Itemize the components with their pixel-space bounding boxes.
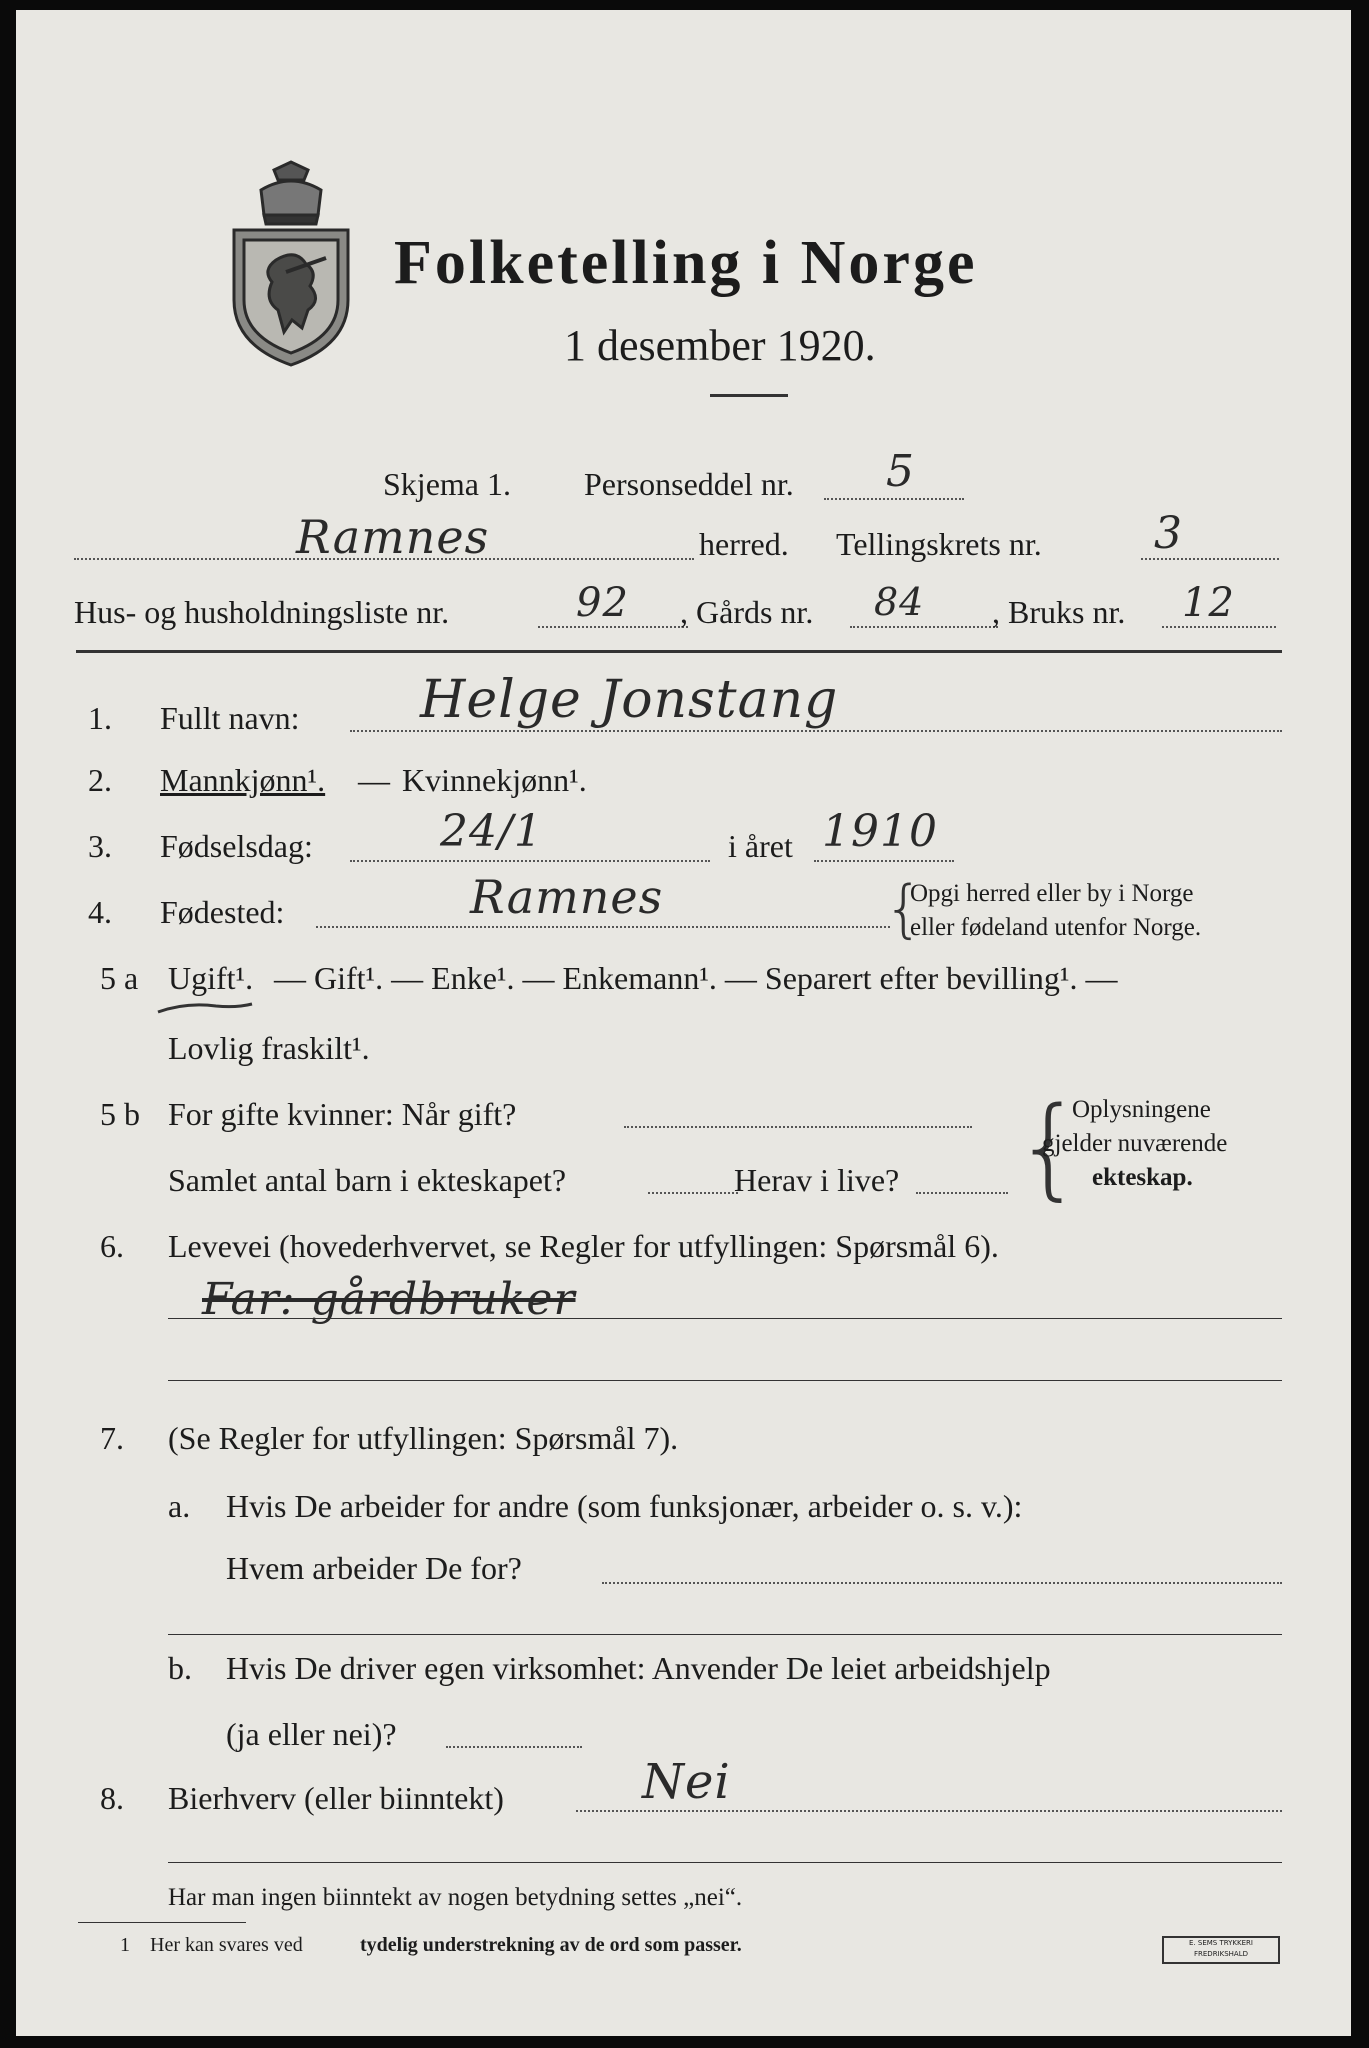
q4-brace: { bbox=[884, 872, 924, 945]
q6-number: 6. bbox=[100, 1228, 124, 1264]
q8-label: Bierhverv (eller biinntekt) bbox=[168, 1780, 504, 1816]
q5a-ugift[interactable]: Ugift¹. bbox=[168, 960, 254, 996]
gards-value[interactable]: 84 bbox=[874, 580, 925, 624]
q7a-dots bbox=[602, 1582, 1282, 1584]
q8-number: 8. bbox=[100, 1780, 124, 1816]
q5a-options[interactable]: — Gift¹. — Enke¹. — Enkemann¹. — Separert efter bevilling¹. — bbox=[274, 960, 1118, 996]
printer-stamp: E. SEMS TRYKKERI FREDRIKSHALD bbox=[1162, 1936, 1280, 1964]
header-divider bbox=[76, 650, 1282, 653]
form-date: 1 desember 1920. bbox=[564, 321, 876, 370]
q6-label: Levevei (hovederhvervet, se Regler for utfyllingen: Spørsmål 6). bbox=[168, 1228, 999, 1264]
q5b-children-dots bbox=[648, 1192, 738, 1194]
q7b-text: Hvis De driver egen virksomhet: Anvender De leiet arbeidshjelp bbox=[226, 1650, 1051, 1686]
ugift-underline-icon bbox=[156, 1000, 256, 1016]
q5b-number: 5 b bbox=[100, 1096, 140, 1132]
q1-label: Fullt navn: bbox=[160, 700, 300, 736]
q2-separator: — bbox=[358, 762, 390, 798]
q5b-brace: { bbox=[1014, 1083, 1084, 1211]
q3-label: Fødselsdag: bbox=[160, 828, 313, 864]
footnote-rule bbox=[78, 1922, 246, 1923]
q1-value[interactable]: Helge Jonstang bbox=[420, 670, 839, 730]
footer-note: Har man ingen biinntekt av nogen betydning settes „nei“. bbox=[168, 1884, 743, 1911]
q5b-note-1: Oplysningene bbox=[1072, 1096, 1211, 1123]
q7a-line bbox=[168, 1634, 1282, 1635]
q7b-letter: b. bbox=[168, 1650, 192, 1686]
footnote-text: Her kan svares ved bbox=[150, 1934, 303, 1956]
q3-year-label: i året bbox=[728, 828, 793, 864]
q7a-letter: a. bbox=[168, 1488, 191, 1524]
q4-number: 4. bbox=[88, 894, 112, 930]
q7a-text: Hvis De arbeider for andre (som funksjonær, arbeider o. s. v.): bbox=[226, 1488, 1023, 1524]
tellingskrets-value[interactable]: 3 bbox=[1154, 508, 1183, 559]
q5a-number: 5 a bbox=[100, 960, 139, 996]
title-divider bbox=[710, 394, 788, 397]
q5b-note-3: ekteskap. bbox=[1092, 1164, 1193, 1191]
q2-female[interactable]: Kvinnekjønn¹. bbox=[402, 762, 587, 798]
q8-dots bbox=[576, 1810, 1282, 1812]
footnote-mark: 1 bbox=[120, 1934, 130, 1956]
q4-value[interactable]: Ramnes bbox=[470, 870, 664, 924]
hus-dots bbox=[538, 626, 688, 628]
hus-label: Hus- og husholdningsliste nr. bbox=[74, 594, 450, 630]
q4-note-1: Opgi herred eller by i Norge bbox=[910, 880, 1194, 907]
q2-number: 2. bbox=[88, 762, 112, 798]
footnote-bold: tydelig understrekning av de ord som passer. bbox=[360, 1934, 742, 1956]
q6-value[interactable]: Far: gårdbruker bbox=[202, 1274, 576, 1325]
q6-line-1 bbox=[168, 1318, 1282, 1319]
personseddel-value[interactable]: 5 bbox=[886, 446, 915, 497]
census-form bbox=[16, 10, 1351, 2036]
q3-dots bbox=[350, 860, 710, 862]
q6-line-2 bbox=[168, 1380, 1282, 1381]
q3-number: 3. bbox=[88, 828, 112, 864]
personseddel-dots bbox=[824, 498, 964, 500]
bruks-label: , Bruks nr. bbox=[992, 594, 1126, 630]
hus-value[interactable]: 92 bbox=[576, 580, 629, 626]
q7-label: (Se Regler for utfyllingen: Spørsmål 7). bbox=[168, 1420, 679, 1456]
q5a-line2[interactable]: Lovlig fraskilt¹. bbox=[168, 1030, 370, 1066]
schema-label: Skjema 1. bbox=[383, 466, 511, 502]
q2-male[interactable]: Mannkjønn¹. bbox=[160, 762, 326, 798]
gards-label: , Gårds nr. bbox=[680, 594, 814, 630]
gards-dots bbox=[850, 626, 998, 628]
q4-label: Fødested: bbox=[160, 894, 285, 930]
coat-of-arms-icon bbox=[226, 160, 356, 370]
form-title: Folketelling i Norge bbox=[394, 229, 978, 297]
q3-year-value[interactable]: 1910 bbox=[822, 806, 938, 857]
q7b-dots bbox=[446, 1746, 582, 1748]
q3-year-dots bbox=[814, 860, 954, 862]
q4-note-2: eller fødeland utenfor Norge. bbox=[910, 914, 1202, 941]
q5b-label: For gifte kvinner: Når gift? bbox=[168, 1096, 517, 1132]
q5b-children: Samlet antal barn i ekteskapet? bbox=[168, 1162, 567, 1198]
herred-label: herred. bbox=[699, 526, 789, 562]
q1-number: 1. bbox=[88, 700, 112, 736]
q7a-text2: Hvem arbeider De for? bbox=[226, 1550, 522, 1586]
q4-dots bbox=[316, 926, 890, 928]
q1-dots bbox=[350, 730, 1282, 732]
bruks-dots bbox=[1162, 626, 1276, 628]
q5b-alive-dots bbox=[916, 1192, 1008, 1194]
q8-line bbox=[168, 1862, 1282, 1863]
q5b-note-2: gjelder nuværende bbox=[1042, 1130, 1228, 1157]
q7b-text2: (ja eller nei)? bbox=[226, 1716, 397, 1752]
q7-number: 7. bbox=[100, 1420, 124, 1456]
tellingskrets-label: Tellingskrets nr. bbox=[836, 526, 1042, 562]
personseddel-label: Personseddel nr. bbox=[584, 466, 794, 502]
q5b-alive: Herav i live? bbox=[734, 1162, 900, 1198]
q8-value[interactable]: Nei bbox=[642, 1754, 731, 1810]
q5b-dots bbox=[624, 1126, 972, 1128]
q3-value[interactable]: 24/1 bbox=[440, 806, 543, 857]
bruks-value[interactable]: 12 bbox=[1182, 580, 1235, 626]
herred-value[interactable]: Ramnes bbox=[296, 510, 490, 564]
